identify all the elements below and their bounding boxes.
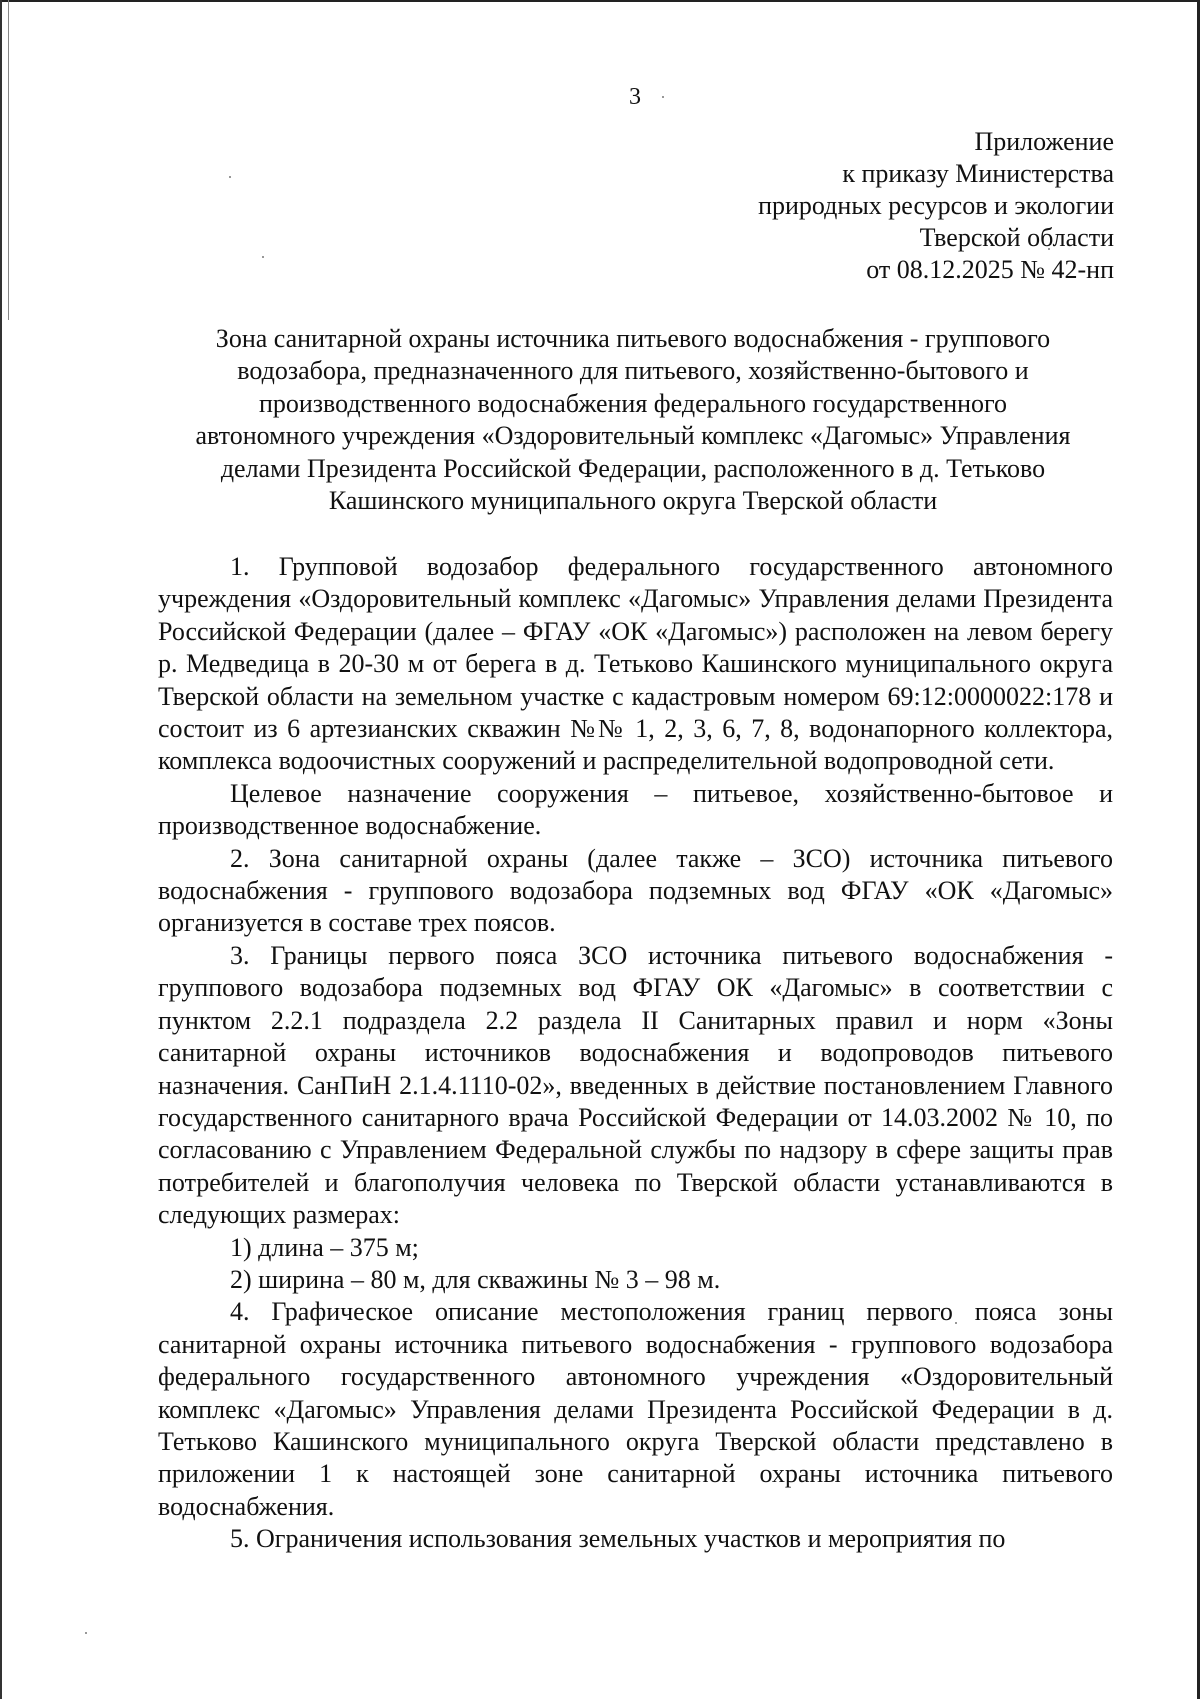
document-title (150, 323, 1116, 517)
title-line: водозабора, предназначенного для питьевого, хозяйственно-бытового и (237, 356, 1029, 386)
scan-edge-left-inner (8, 0, 9, 320)
title-line: Кашинского муниципального округа Тверской области (328, 486, 938, 516)
appendix-block (758, 126, 1114, 286)
paragraph-4: 4. Графическое описание местоположения границ первого пояса зоны санитарной охраны источника питьевого водоснабжения - группового водозабора федерального государственного автономного учреждения «Оздоровительный комплекс «Дагомыс» Управления делами Президента Российской Федерации в д. Тетьково Кашинского муниципального округа Тверской области представлено в приложении 1 к настоящей зоне санитарной охраны источника питьевого водоснабжения. (158, 1297, 1113, 1521)
scan-edge-top (0, 0, 1200, 2)
scan-edge-left (0, 0, 2, 1699)
title-line: производственного водоснабжения федерального государственного (258, 388, 1008, 418)
paragraph-1: 1. Групповой водозабор федерального государственного автономного учреждения «Оздоровительный комплекс «Дагомыс» Управления делами Президента Российской Федерации (далее – ФГАУ «ОК «Дагомыс») расположен на левом берегу р. Медведица в 20-30 м от берега в д. Тетьково Кашинского муниципального округа Тверской области на земельном участке с кадастровым номером 69:12:0000022:178 и состоит из 6 артезианских скважин №№ 1, 2, 3, 6, 7, 8, водонапорного коллектора, комплекса водоочистных сооружений и распределительной водопроводной сети. (158, 552, 1113, 776)
document-body (158, 551, 1113, 1556)
list-item-length: 1) длина – 375 м; (230, 1232, 419, 1262)
paragraph-5: 5. Ограничения использования земельных участков и мероприятия по (230, 1524, 1006, 1554)
list-item-width: 2) ширина – 80 м, для скважины № 3 – 98 м. (230, 1264, 721, 1294)
paragraph-2: 2. Зона санитарной охраны (далее также – ЗСО) источника питьевого водоснабжения - группового водозабора подземных вод ФГАУ «ОК «Дагомыс» организуется в составе трех поясов. (158, 843, 1113, 938)
appendix-line: Тверской области (919, 223, 1114, 252)
title-line: делами Президента Российской Федерации, расположенного в д. Тетьково (220, 453, 1046, 483)
paragraph-purpose: Целевое назначение сооружения – питьевое, хозяйственно-бытовое и производственное водоснабжение. (158, 778, 1113, 841)
appendix-line: Приложение (974, 127, 1114, 156)
appendix-line: природных ресурсов и экологии (758, 191, 1114, 220)
scan-speck (85, 1632, 87, 1634)
scan-speck (262, 256, 264, 258)
appendix-line: к приказу Министерства (842, 159, 1114, 188)
appendix-line: от 08.12.2025 № 42-нп (866, 255, 1114, 284)
title-line: автономного учреждения «Оздоровительный комплекс «Дагомыс» Управления (195, 421, 1071, 451)
scan-speck (229, 176, 231, 178)
page-number: 3 (629, 84, 641, 110)
title-line: Зона санитарной охраны источника питьевого водоснабжения - группового (215, 324, 1051, 353)
paragraph-3: 3. Границы первого пояса ЗСО источника питьевого водоснабжения - группового водозабора подземных вод ФГАУ ОК «Дагомыс» в соответствии с пунктом 2.2.1 подраздела 2.2 раздела II Санитарных правил и норм «Зоны санитарной охраны источников водоснабжения и водопроводов питьевого назначения. СанПиН 2.1.4.1110-02», введенных в действие постановлением Главного государственного санитарного врача Российской Федерации от 14.03.2002 № 10, по согласованию с Управлением Федеральной службы по надзору в сфере защиты прав потребителей и благополучия человека по Тверской области устанавливаются в следующих размерах: (158, 940, 1113, 1230)
